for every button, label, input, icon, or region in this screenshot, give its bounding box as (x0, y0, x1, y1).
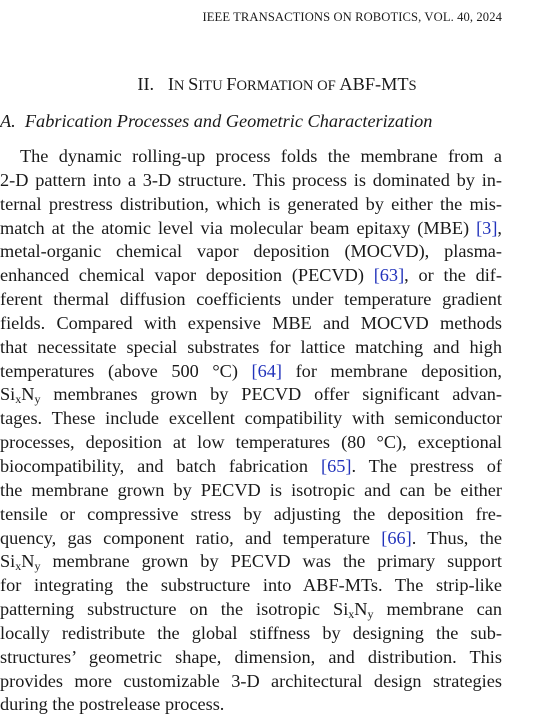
text-line: for integrating the substructure into ABF-MTs. The strip-like (0, 575, 502, 596)
title-smallcaps: N (173, 78, 189, 94)
chemical-formula (0, 384, 41, 407)
citation-link[interactable]: [63] (373, 265, 405, 286)
formula-part: Si (333, 599, 349, 620)
formula-subscript: y (367, 607, 374, 622)
title-cap: I (167, 74, 174, 94)
text-span: , (497, 217, 502, 238)
formula-subscript: y (34, 559, 41, 574)
running-head: IEEE TRANSACTIONS ON ROBOTICS, VOL. 40, 2024 (202, 10, 502, 24)
text-line: during the postrelease process. (0, 694, 225, 715)
text-line: tensile or compressive stress by adjusting the deposition fre- (0, 503, 502, 524)
text-line: ternal prestress distribution, which is generated by either the mis- (0, 193, 502, 214)
citation-link[interactable]: [3] (476, 217, 498, 238)
text-line (0, 360, 502, 384)
text-span: biocompatibility, and batch fabrication (0, 455, 321, 476)
body-paragraph (0, 145, 502, 717)
text-line (0, 550, 502, 574)
formula-subscript: x (15, 559, 22, 574)
section-numeral: II. (137, 74, 155, 94)
text-span: patterning substructure on the isotropic (0, 599, 334, 620)
citation-link[interactable]: [65] (320, 455, 352, 476)
title-smallcaps: ITU (198, 78, 227, 94)
text-span: for membrane deposition, (282, 360, 502, 381)
formula-part: N (354, 599, 368, 620)
text-line: ferent thermal diffusion coefficients under temperature gradient (0, 289, 502, 310)
text-line: locally redistribute the global stiffness by designing the sub- (0, 622, 502, 643)
formula-subscript: x (348, 607, 355, 622)
text-span: membrane can (373, 599, 502, 620)
text-span: . Thus, the (411, 527, 502, 548)
chemical-formula (333, 599, 374, 622)
title-cap: F (226, 74, 237, 94)
formula-subscript: y (34, 392, 41, 407)
text-span: , or the dif- (404, 265, 502, 286)
formula-part: N (21, 384, 35, 405)
text-line (0, 455, 502, 479)
title-cap: S (188, 74, 199, 94)
citation-link[interactable]: [64] (251, 360, 282, 381)
subsection-title-text: Fabrication Processes and Geometric Characterization (24, 111, 433, 131)
text-line: that necessitate special substrates for lattice matching and high (0, 336, 502, 357)
text-span: membrane grown by PECVD was the primary support (40, 551, 502, 572)
citation-link[interactable]: [66] (381, 527, 412, 548)
text-line (0, 527, 502, 551)
text-line (0, 264, 502, 288)
text-line: fields. Compared with expensive MBE and MOCVD methods (0, 312, 502, 333)
section-title (0, 74, 554, 95)
text-line: processes, deposition at low temperatures (80 °C), exceptional (0, 432, 502, 453)
text-line: tages. These include excellent compatibility with semiconductor (0, 408, 502, 429)
text-line: metal-organic chemical vapor deposition (MOCVD), plasma- (0, 241, 502, 262)
text-span: . The prestress of (351, 455, 502, 476)
text-line: 2-D pattern into a 3-D structure. This process is dominated by in- (0, 169, 502, 190)
chemical-formula (0, 551, 41, 574)
text-span: temperatures (above 500 °C) (0, 360, 252, 381)
formula-subscript: x (15, 392, 22, 407)
text-line (0, 383, 502, 407)
title-smallcaps: S (408, 78, 417, 94)
text-line (0, 598, 502, 622)
text-span: membranes grown by PECVD offer significant advan- (40, 384, 502, 405)
section-title-text (168, 74, 417, 94)
subsection-label: A. (0, 111, 16, 131)
title-cap: ABF-MT (339, 74, 409, 94)
title-smallcaps: ORMATION OF (236, 78, 340, 94)
subsection-title (0, 111, 432, 132)
text-span: match at the atomic level via molecular beam epitaxy (MBE) (0, 217, 477, 238)
formula-part: Si (0, 551, 16, 572)
text-line (0, 217, 502, 241)
text-span: quency, gas component ratio, and temperature (0, 527, 382, 548)
formula-part: Si (0, 384, 16, 405)
text-span: enhanced chemical vapor deposition (PECVD) (0, 265, 374, 286)
text-line: provides more customizable 3-D architectural design strategies (0, 670, 502, 691)
formula-part: N (21, 551, 35, 572)
text-line: structures’ geometric shape, dimension, and distribution. This (0, 646, 502, 667)
text-line: the membrane grown by PECVD is isotropic and can be either (0, 479, 502, 500)
text-line: The dynamic rolling-up process folds the membrane from a (20, 146, 502, 166)
